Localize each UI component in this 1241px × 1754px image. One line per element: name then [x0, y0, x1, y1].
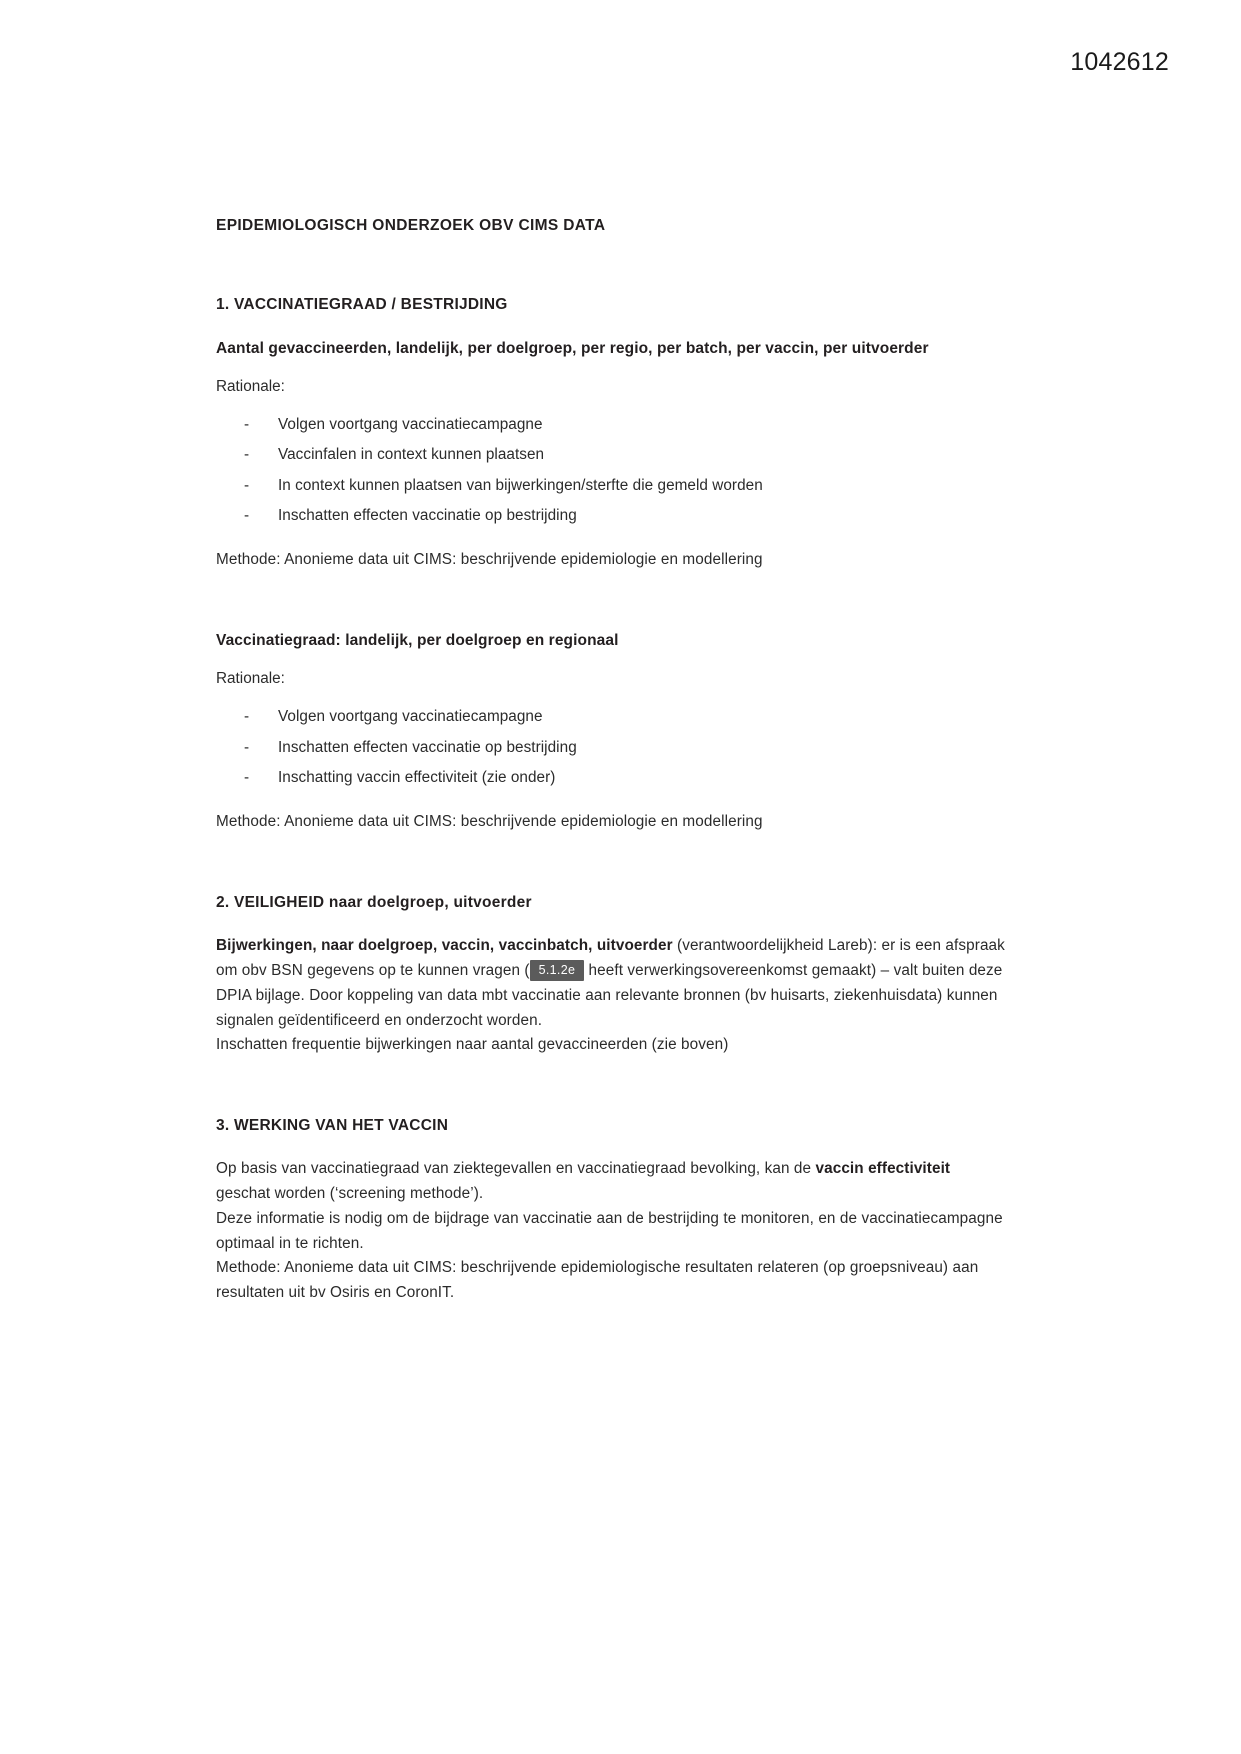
page-number: 1042612 — [1070, 48, 1169, 76]
redaction-badge: 5.1.2e — [530, 960, 585, 982]
dash-bullet-icon: - — [244, 446, 250, 464]
document-content — [216, 215, 1006, 1306]
dash-bullet-icon: - — [244, 738, 250, 756]
document-title: EPIDEMIOLOGISCH ONDERZOEK OBV CIMS DATA — [216, 217, 606, 234]
dash-bullet-icon: - — [244, 506, 250, 524]
section-2-paragraph — [216, 934, 1006, 1033]
list-item — [216, 705, 1006, 728]
spacer — [216, 653, 1006, 667]
list-item-label: Inschatten effecten vaccinatie op bestrijding — [278, 506, 577, 524]
spacer — [216, 317, 1006, 337]
section-3-paragraph-1 — [216, 1157, 1006, 1207]
section-1b-rationale-label: Rationale: — [216, 669, 285, 687]
spacer — [216, 361, 1006, 375]
list-item-label: In context kunnen plaatsen van bijwerkingen/sterfte die gemeld worden — [278, 476, 763, 494]
dash-bullet-icon: - — [244, 768, 250, 786]
list-item-label: Inschatten effecten vaccinatie op bestrijding — [278, 738, 577, 756]
spacer — [216, 1058, 1006, 1114]
section-2-bold-lead: Bijwerkingen, naar doelgroep, vaccin, vaccinbatch, uitvoerder — [216, 937, 673, 955]
dash-bullet-icon: - — [244, 476, 250, 494]
section-2-paragraph-2: Inschatten frequentie bijwerkingen naar aantal gevaccineerden (zie boven) — [216, 1036, 729, 1054]
list-item — [216, 413, 1006, 436]
section-1b-bullet-list — [216, 705, 1006, 789]
spacer — [216, 1137, 1006, 1157]
section-3-paragraph-3: Methode: Anonieme data uit CIMS: beschrijvende epidemiologische resultaten relateren (op groepsniveau) aan resultaten uit bv Osiris en CoronIT. — [216, 1259, 979, 1302]
section-1b-subheading: Vaccinatiegraad: landelijk, per doelgroep en regionaal — [216, 631, 619, 649]
section-3-paragraph-2: Deze informatie is nodig om de bijdrage van vaccinatie aan de bestrijding te monitoren, en de vaccinatiecampagne optimaal in te richten. — [216, 1209, 1003, 1252]
spacer — [216, 573, 1006, 629]
section-2-text-part1: (verantwoordelijkheid Lareb): er is een afspraak om obv BSN gegevens op te kunnen vragen ( — [216, 937, 1005, 979]
section-1-rationale-label: Rationale: — [216, 377, 285, 395]
spacer — [216, 534, 1006, 548]
list-item — [216, 736, 1006, 759]
section-heading-2: 2. VEILIGHEID naar doelgroep, uitvoerder — [216, 893, 532, 911]
list-item — [216, 504, 1006, 527]
list-item-label: Volgen voortgang vaccinatiecampagne — [278, 708, 543, 726]
spacer — [216, 796, 1006, 810]
section-3-text-part2: geschat worden (‘screening methode’). — [216, 1185, 484, 1203]
list-item-label: Vaccinfalen in context kunnen plaatsen — [278, 446, 545, 464]
section-3-text-part1: Op basis van vaccinatiegraad van ziektegevallen en vaccinatiegraad bevolking, kan de — [216, 1160, 816, 1178]
list-item — [216, 766, 1006, 789]
spacer — [216, 835, 1006, 891]
dash-bullet-icon: - — [244, 708, 250, 726]
section-heading-1: 1. VACCINATIEGRAAD / BESTRIJDING — [216, 296, 508, 314]
dash-bullet-icon: - — [244, 416, 250, 434]
section-1b-method: Methode: Anonieme data uit CIMS: beschrijvende epidemiologie en modellering — [216, 813, 763, 831]
list-item — [216, 474, 1006, 497]
spacer — [216, 237, 1006, 293]
spacer — [216, 914, 1006, 934]
section-1-method: Methode: Anonieme data uit CIMS: beschrijvende epidemiologie en modellering — [216, 551, 763, 569]
section-1-subheading: Aantal gevaccineerden, landelijk, per doelgroep, per regio, per batch, per vaccin, per uitvoerder — [216, 339, 929, 357]
section-1-bullet-list — [216, 413, 1006, 527]
section-heading-3: 3. WERKING VAN HET VACCIN — [216, 1117, 449, 1135]
list-item-label: Volgen voortgang vaccinatiecampagne — [278, 416, 543, 434]
list-item-label: Inschatting vaccin effectiviteit (zie onder) — [278, 768, 556, 786]
list-item — [216, 443, 1006, 466]
section-2-text-part2: heeft verwerkingsovereenkomst gemaakt) – valt buiten deze DPIA bijlage. Door koppeling van data mbt vaccinatie aan relevante bronnen (bv huisarts, ziekenhuisdata) kunnen signalen geïdentificeerd en onderzocht worden. — [216, 961, 1003, 1029]
section-3-bold-term: vaccin effectiviteit — [815, 1160, 951, 1178]
